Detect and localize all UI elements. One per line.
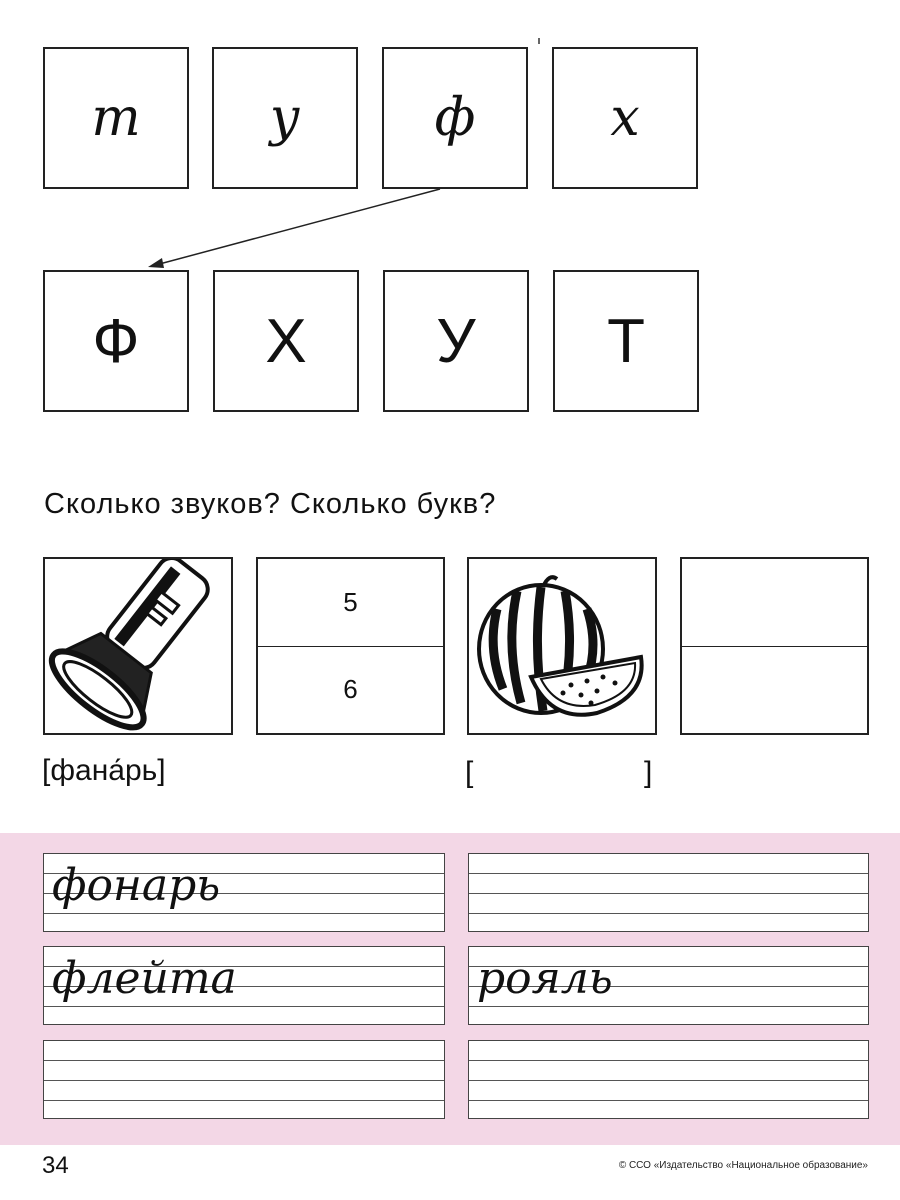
- writing-lines-left-1[interactable]: [43, 853, 445, 932]
- writing-lines-left-3[interactable]: [43, 1040, 445, 1119]
- copyright-text: © ССО «Издательство «Национальное образование»: [618, 1160, 868, 1171]
- count-box-watermelon: [680, 557, 869, 735]
- matching-arrow: [0, 0, 900, 300]
- sounds-count-cell[interactable]: [258, 559, 443, 647]
- letters-count-cell[interactable]: [682, 646, 867, 733]
- page-number: 34: [42, 1152, 69, 1179]
- watermelon-icon: [469, 559, 655, 733]
- cursive-letter: т: [91, 88, 141, 148]
- print-letter: Х: [265, 306, 307, 376]
- flashlight-icon: [45, 559, 231, 733]
- writing-lines-right-2[interactable]: [468, 946, 869, 1025]
- print-letter-card-4: [553, 270, 699, 412]
- question-text: Сколько звуков? Сколько букв?: [44, 488, 497, 520]
- print-letter: Ф: [92, 306, 140, 376]
- transcription-open-bracket: [: [465, 756, 474, 789]
- transcription-flashlight: [фана́рь]: [42, 754, 166, 787]
- letters-count: 6: [343, 674, 358, 704]
- sounds-count: 5: [343, 587, 358, 617]
- transcription-close-bracket: ]: [644, 756, 653, 789]
- watermelon-picture: [467, 557, 657, 735]
- letters-count-cell[interactable]: [258, 646, 443, 733]
- handwritten-word: фонарь: [52, 860, 221, 911]
- writing-lines-left-2[interactable]: [43, 946, 445, 1025]
- print-letter-card-1: [43, 270, 189, 412]
- print-letter: У: [436, 306, 476, 376]
- handwritten-word: рояль: [477, 953, 613, 1004]
- flashlight-picture: [43, 557, 233, 735]
- count-box-flashlight: [256, 557, 445, 735]
- writing-lines-right-3[interactable]: [468, 1040, 869, 1119]
- print-letter-card-2: [213, 270, 359, 412]
- cursive-letter: ф: [434, 88, 476, 148]
- cursive-letter: х: [610, 88, 640, 148]
- sounds-count-cell[interactable]: [682, 559, 867, 647]
- cursive-letter: у: [269, 88, 301, 148]
- handwritten-word: флейта: [52, 953, 237, 1004]
- transcription-blank-field[interactable]: [490, 760, 640, 796]
- print-letter-card-3: [383, 270, 529, 412]
- print-letter: Т: [607, 306, 645, 376]
- writing-lines-right-1[interactable]: [468, 853, 869, 932]
